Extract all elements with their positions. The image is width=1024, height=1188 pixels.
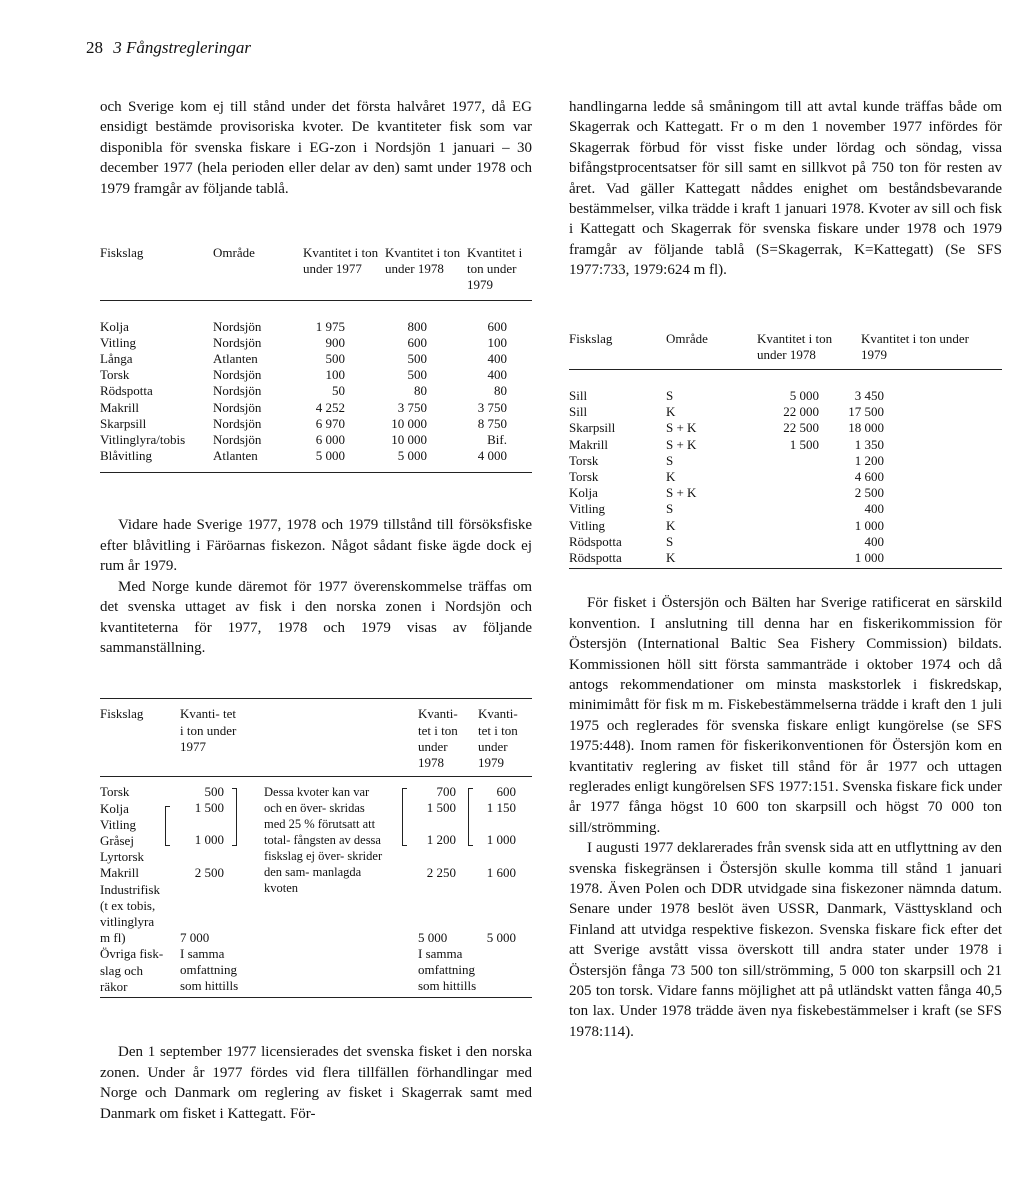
table-row (569, 550, 1002, 566)
col-header-fiskslag: Fiskslag (100, 245, 144, 261)
table-row (100, 448, 532, 464)
table-cell: S (666, 533, 674, 549)
table-row (100, 351, 532, 367)
left-paragraph-1: och Sverige kom ej till stånd under det första halvåret 1977, då EG ensidigt bestämde provisoriska kvoter. De kvantiteter fisk som var disponibla för svenska fiskare i EG-zon i Nordsjön 1 januari – 30 december 1977 (hela perioden eller delar av den) samt under 1978 och 1979 framgår av följande tablå. (100, 99, 532, 197)
value-cell: 5 000 (486, 930, 516, 946)
table-cell: Nordsjön (213, 367, 262, 383)
value-cell: 1 500 (194, 800, 224, 816)
col-header-1978: Kvantitet i ton under 1978 (385, 245, 461, 277)
table-cell: Nordsjön (213, 318, 262, 334)
table-rule (100, 698, 532, 699)
col-header-1979: Kvantitet i ton under 1979 (467, 245, 523, 293)
table-cell: K (666, 550, 676, 566)
table-cell: S + K (666, 420, 697, 436)
species-label: Lyrtorsk (100, 849, 145, 865)
table-header-row (100, 245, 532, 294)
table-row (100, 383, 532, 399)
table-rule (569, 568, 1002, 569)
table-cell: Atlanten (213, 448, 258, 464)
table-cell: Nordsjön (213, 334, 262, 350)
table-cell: Kolja (569, 485, 598, 501)
table-body (569, 388, 1002, 566)
value-cell: I samma (180, 946, 225, 962)
table-cell: 3 750 (477, 399, 507, 415)
value-cell: 1 500 (426, 800, 456, 816)
table-row (100, 319, 532, 335)
table-cell (757, 518, 819, 534)
table-cell: Vitlinglyra/tobis (100, 432, 186, 448)
right-paragraph-2: För fisket i Östersjön och Bälten har Sverige ratificerat en särskild konvention. I anslutning till denna har en fiskerikommission för Östersjön (International Baltic Sea Fishery Commission) bildats. Kommissionen höll sitt första sammanträde i oktober 1974 och då antogs rekommendationer om minsta maskstorlek i fiskredskap, minimimått för fisk m m. Fiskebestämmelserna trädde i kraft den 1 juli 1975 och reglerades för svenska fiskare enligt kungörelse (se SFS 1975:448). Inom ramen för fiskerikonventionen för Östersjön kom en kvantitativ reglering av fisket till stånd för år 1977 och uttagen reglerades enligt kungörelsen SFS 1977:151. Svenska fiskare fick under år 1977 fånga högst 10 600 ton skarpsill och högst 70 000 ton sill/strömming. (569, 595, 1002, 836)
left-column (100, 97, 532, 1124)
species-label: Vitling (100, 816, 137, 832)
table-rule (569, 369, 1002, 370)
table-cell: S + K (666, 436, 697, 452)
value-cell: 2 500 (194, 865, 224, 881)
table-cell: K (666, 404, 676, 420)
table-row (569, 501, 1002, 517)
table-cell: Atlanten (213, 351, 258, 367)
table-cell: 600 (407, 334, 427, 350)
table-cell (757, 485, 819, 501)
table-cell: Rödspotta (569, 550, 622, 566)
value-cell: 7 000 (180, 930, 210, 946)
table-cell: 100 (487, 334, 507, 350)
species-label: Torsk (100, 784, 130, 800)
table-cell: 1 500 (789, 436, 819, 452)
page-number: 28 (86, 38, 103, 57)
table-cell: 4 600 (854, 469, 884, 485)
table-cell: 400 (864, 501, 884, 517)
table-cell: 10 000 (391, 432, 427, 448)
col-header-fiskslag: Fiskslag (100, 706, 144, 722)
table-row (569, 388, 1002, 404)
table-cell: 6 970 (315, 415, 345, 431)
table-cell: 50 (332, 383, 345, 399)
table-cell: Makrill (569, 436, 608, 452)
table-row (569, 469, 1002, 485)
value-cell: 700 (436, 784, 456, 800)
col-header-1978: Kvantitet i ton under 1978 (757, 330, 833, 362)
table-cell: 3 450 (854, 388, 884, 404)
value-cell: 600 (496, 784, 516, 800)
quota-table-norway (100, 698, 532, 994)
table-cell: 5 000 (789, 388, 819, 404)
table-cell: 18 000 (848, 420, 884, 436)
table-cell: Kolja (100, 318, 129, 334)
col-header-omrade: Område (213, 245, 255, 261)
joint-quota-note: Dessa kvoter kan var och en över- skridas med 25 % förutsatt att total- fångsten av dessa fiskslag ej över- skrider den sam- manlagda kvoten (264, 785, 383, 896)
value-cell: 2 250 (426, 865, 456, 881)
table-cell (757, 501, 819, 517)
table-cell: 1 350 (854, 436, 884, 452)
table-cell: Rödspotta (100, 383, 153, 399)
table-cell: 4 252 (315, 399, 345, 415)
species-label: Makrill (100, 865, 139, 881)
table-cell (757, 469, 819, 485)
table-cell: Vitling (569, 517, 606, 533)
species-list (100, 784, 163, 995)
table-cell: Nordsjön (213, 383, 262, 399)
table-cell: 600 (487, 318, 507, 334)
species-label: (t ex tobis, (100, 897, 156, 913)
brace-left (165, 806, 170, 846)
table-cell: Vitling (569, 501, 606, 517)
right-column (569, 97, 1002, 1042)
value-cell: I samma (418, 946, 463, 962)
table-cell: Sill (569, 404, 588, 420)
brace-right (232, 788, 237, 846)
col-header-1977: Kvanti- tet i ton under 1977 (180, 706, 237, 754)
value-cell: 1 150 (486, 800, 516, 816)
species-label: slag och (100, 962, 143, 978)
table-cell: 4 000 (477, 448, 507, 464)
table-cell: 3 750 (397, 399, 427, 415)
value-cell: som hittills (418, 978, 477, 994)
table-row (569, 420, 1002, 436)
col-header-1979: Kvantitet i ton under 1979 (861, 330, 969, 362)
value-cell: 5 000 (418, 930, 448, 946)
table-cell: 22 500 (783, 420, 819, 436)
value-cell: som hittills (180, 978, 239, 994)
value-cell: 1 000 (486, 832, 516, 848)
table-cell: 1 975 (315, 318, 345, 334)
col-header-1977: Kvantitet i ton under 1977 (303, 245, 379, 277)
table-cell: S (666, 388, 674, 404)
table-cell: 22 000 (783, 404, 819, 420)
table-cell: S (666, 501, 674, 517)
value-cell: omfattning (418, 962, 476, 978)
species-label: Övriga fisk- (100, 946, 164, 962)
col-header-1979: Kvanti- tet i ton under 1979 (478, 706, 518, 770)
table-row (569, 485, 1002, 501)
table-cell: 500 (407, 351, 427, 367)
table-cell: 900 (325, 334, 345, 350)
table-cell: 500 (407, 367, 427, 383)
left-paragraph-3: Med Norge kunde däremot för 1977 överenskommelse träffas om det svenska uttaget av fisk i den norska zonen i Nordsjön och kvantiteterna för 1977, 1978 och 1979 visas av följande sammanställning. (100, 578, 532, 656)
quota-table-kattegatt (569, 331, 1002, 570)
section-title: 3 Fångstregleringar (113, 38, 251, 57)
table-cell: 80 (494, 383, 507, 399)
table-cell: 10 000 (391, 415, 427, 431)
brace-left (402, 788, 407, 846)
value-cell: 1 600 (486, 865, 516, 881)
table-cell: 5 000 (315, 448, 345, 464)
table-cell: 6 000 (315, 432, 345, 448)
table-header-row (569, 331, 1002, 363)
table-rule (100, 997, 532, 998)
table-row (100, 416, 532, 432)
table-cell: 400 (487, 367, 507, 383)
table-cell: 500 (325, 351, 345, 367)
table-cell: 100 (325, 367, 345, 383)
right-paragraph-1: handlingarna ledde så småningom till att avtal kunde träffas både om Skagerrak och Kattegatt. Fr o m den 1 november 1977 infördes för Skagerrak förbud för visst fiske under lördag och söndag, vissa bifångstprocentsatser för sill samt en sillkvot på 750 ton för resten av året. Vad gäller Kattegatt nåddes enighet om beståndsbevarande bestämmelser, vilka trädde i kraft 1 januari 1978. Kvoter av sill och fisk i Kattegatt och Skagerrak för svenska fiskare under 1978 och 1979 framgår av följande tablå (S=Skagerrak, K=Kattegatt) (Se SFS 1977:733, 1979:624 m fl). (569, 99, 1002, 279)
col-header-1978: Kvanti- tet i ton under 1978 (418, 706, 458, 770)
table-cell (757, 534, 819, 550)
table-cell: 800 (407, 318, 427, 334)
table-cell: Torsk (100, 367, 130, 383)
left-paragraph-4: Den 1 september 1977 licensierades det svenska fisket i den norska zonen. Under år 1977 fördes vid flera tillfällen förhandlingar med Norge och Danmark om reglering av fisket i Skagerrak samt med Danmark om fisket i Kattegatt. För- (100, 1044, 532, 1122)
table-cell: Nordsjön (213, 399, 262, 415)
table-cell: 8 750 (477, 415, 507, 431)
species-label: Gråsej (100, 832, 134, 848)
table-row (100, 335, 532, 351)
table-cell: 1 000 (854, 550, 884, 566)
table-cell: Nordsjön (213, 432, 262, 448)
value-cell: 1 200 (426, 832, 456, 848)
table-cell: 1 200 (854, 452, 884, 468)
col-header-omrade: Område (666, 330, 708, 346)
left-paragraph-2: Vidare hade Sverige 1977, 1978 och 1979 tillstånd till försöksfiske efter blåvitling i Färöarnas fiskezon. Något sådant fiske ägde dock ej rum år 1979. (100, 517, 532, 575)
table-cell: 2 500 (854, 485, 884, 501)
species-label: räkor (100, 978, 128, 994)
table-row (569, 518, 1002, 534)
quota-table-eg (100, 245, 532, 473)
col-header-fiskslag: Fiskslag (569, 330, 613, 346)
table-cell: K (666, 469, 676, 485)
table-cell: Nordsjön (213, 415, 262, 431)
table-cell: 80 (414, 383, 427, 399)
value-cell: omfattning (180, 962, 238, 978)
table-row (100, 400, 532, 416)
species-label: m fl) (100, 930, 126, 946)
table-cell: Skarpsill (569, 420, 616, 436)
table-cell: Vitling (100, 334, 137, 350)
value-cell: 1 000 (194, 832, 224, 848)
table-cell: Torsk (569, 469, 599, 485)
table-cell (757, 453, 819, 469)
table-row (569, 534, 1002, 550)
table-rule (100, 776, 532, 777)
table-rule (100, 300, 532, 301)
species-label: vitlinglyra (100, 913, 155, 929)
brace-left (468, 788, 473, 846)
table-row (569, 437, 1002, 453)
table-cell (757, 550, 819, 566)
table-cell: Långa (100, 351, 133, 367)
table-rule (100, 472, 532, 473)
table-cell: Sill (569, 388, 588, 404)
table-cell: 400 (864, 533, 884, 549)
table-cell: S + K (666, 485, 697, 501)
table-row (100, 432, 532, 448)
table-row (100, 367, 532, 383)
right-paragraph-3: I augusti 1977 deklarerades från svensk sida att en utflyttning av den svenska fiskegränsen i Östersjön skulle komma till stånd 1 januari 1978. Även Polen och DDR utvidgade sina fiskezoner nämnda datum. Senare under 1978 beslöt även USSR, Danmark, Västtyskland och Finland att utvidga respektive fiskezon. Svenska fiskare fick efter det att Sverige avstått vissa överskott till andra stater under 1978 i Östersjön fånga 73 500 ton sill/strömming, 5 000 ton skarpsill och 21 205 ton torsk. Vidare fanns möjlighet att på utländskt vatten fånga 40,5 ton lax. Under 1978 trädde även nya fiskebestämmelser i kraft (se SFS 1978:114). (569, 840, 1002, 1040)
table-cell: Skarpsill (100, 415, 147, 431)
table-cell: 400 (487, 351, 507, 367)
table-row (569, 453, 1002, 469)
table-cell: S (666, 452, 674, 468)
value-cell: 500 (204, 784, 224, 800)
table-row (569, 404, 1002, 420)
table-cell: Torsk (569, 452, 599, 468)
table-cell: 17 500 (848, 404, 884, 420)
table-cell: Makrill (100, 399, 139, 415)
species-label: Kolja (100, 800, 129, 816)
table-cell: K (666, 517, 676, 533)
page-header (86, 38, 251, 58)
table-body (100, 319, 532, 465)
table-cell: Rödspotta (569, 533, 622, 549)
table-cell: Bif. (487, 432, 507, 448)
table-cell: 5 000 (397, 448, 427, 464)
table-cell: Blåvitling (100, 448, 152, 464)
table-cell: 1 000 (854, 517, 884, 533)
species-label: Industrifisk (100, 881, 160, 897)
